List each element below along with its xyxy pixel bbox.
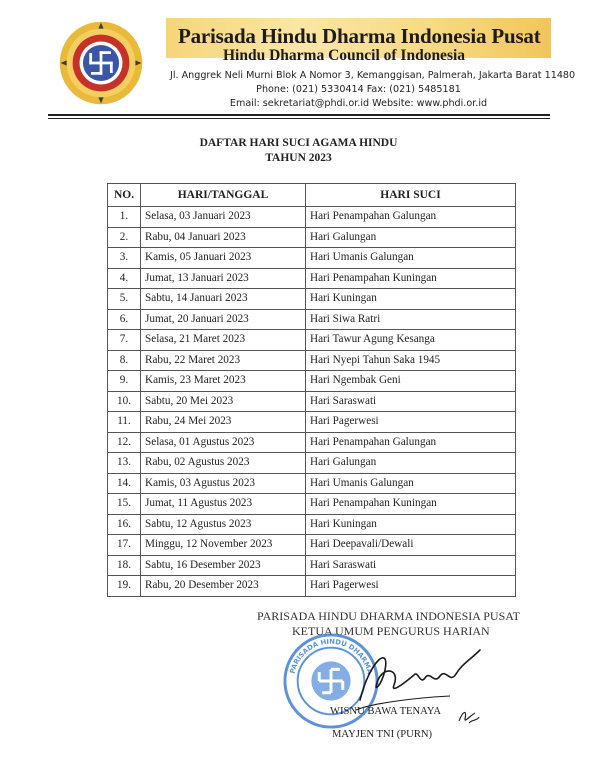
signatory-name: WISNU BAWA TENAYA [330, 706, 441, 717]
row-number: 16. [108, 514, 141, 535]
row-holy-day: Hari Penampahan Galungan [306, 432, 516, 453]
table-row [108, 371, 516, 392]
row-number: 18. [108, 555, 141, 576]
table-row [108, 309, 516, 330]
table-row [108, 473, 516, 494]
row-number: 4. [108, 268, 141, 289]
table-row [108, 248, 516, 269]
row-number: 15. [108, 494, 141, 515]
row-holy-day: Hari Ngembak Geni [306, 371, 516, 392]
row-holy-day: Hari Pagerwesi [306, 412, 516, 433]
row-number: 19. [108, 576, 141, 597]
row-number: 12. [108, 432, 141, 453]
row-holy-day: Hari Kuningan [306, 289, 516, 310]
table-row [108, 535, 516, 556]
letterhead-rule-thin [48, 118, 550, 119]
phdi-logo [58, 20, 144, 106]
row-number: 5. [108, 289, 141, 310]
row-number: 10. [108, 391, 141, 412]
table-row [108, 494, 516, 515]
org-contact: Email: sekretariat@phdi.or.id Website: www.phdi.or.id [229, 98, 488, 109]
table-row [108, 268, 516, 289]
initials-mark [455, 705, 481, 727]
org-phone: Phone: (021) 5330414 Fax: (021) 5485181 [256, 84, 461, 95]
row-holy-day: Hari Siwa Ratri [306, 309, 516, 330]
row-date: Sabtu, 16 Desember 2023 [141, 555, 306, 576]
table-row [108, 432, 516, 453]
row-date: Rabu, 22 Maret 2023 [141, 350, 306, 371]
row-number: 3. [108, 248, 141, 269]
svg-text:PARISADA HINDU DHARMA: PARISADA HINDU DHARMA [288, 637, 374, 675]
row-holy-day: Hari Nyepi Tahun Saka 1945 [306, 350, 516, 371]
row-date: Sabtu, 14 Januari 2023 [141, 289, 306, 310]
row-holy-day: Hari Umanis Galungan [306, 473, 516, 494]
document-title: DAFTAR HARI SUCI AGAMA HINDU [199, 137, 398, 149]
row-number: 2. [108, 227, 141, 248]
row-holy-day: Hari Umanis Galungan [306, 248, 516, 269]
row-number: 1. [108, 207, 141, 228]
row-date: Kamis, 23 Maret 2023 [141, 371, 306, 392]
table-body [108, 207, 516, 597]
row-date: Minggu, 12 November 2023 [141, 535, 306, 556]
row-date: Rabu, 04 Januari 2023 [141, 227, 306, 248]
row-number: 8. [108, 350, 141, 371]
table-row [108, 412, 516, 433]
row-date: Rabu, 20 Desember 2023 [141, 576, 306, 597]
row-number: 9. [108, 371, 141, 392]
org-name-english: Hindu Dharma Council of Indonesia [223, 47, 466, 64]
org-address: Jl. Anggrek Neli Murni Blok A Nomor 3, Kemanggisan, Palmerah, Jakarta Barat 11480 [170, 70, 576, 81]
row-holy-day: Hari Deepavali/Dewali [306, 535, 516, 556]
row-date: Rabu, 24 Mei 2023 [141, 412, 306, 433]
org-name: Parisada Hindu Dharma Indonesia Pusat [178, 24, 541, 48]
header-no: NO. [108, 184, 141, 207]
signature-position: KETUA UMUM PENGURUS HARIAN [292, 624, 490, 638]
row-date: Sabtu, 20 Mei 2023 [141, 391, 306, 412]
row-holy-day: Hari Penampahan Kuningan [306, 268, 516, 289]
row-number: 14. [108, 473, 141, 494]
row-date: Sabtu, 12 Agustus 2023 [141, 514, 306, 535]
table-row [108, 514, 516, 535]
table-row [108, 207, 516, 228]
row-date: Jumat, 11 Agustus 2023 [141, 494, 306, 515]
row-holy-day: Hari Galungan [306, 453, 516, 474]
row-date: Rabu, 02 Agustus 2023 [141, 453, 306, 474]
table-row [108, 576, 516, 597]
row-holy-day: Hari Galungan [306, 227, 516, 248]
table-row [108, 453, 516, 474]
row-holy-day: Hari Penampahan Galungan [306, 207, 516, 228]
row-number: 7. [108, 330, 141, 351]
table-row [108, 555, 516, 576]
header-holy-day: HARI SUCI [306, 184, 516, 207]
row-holy-day: Hari Pagerwesi [306, 576, 516, 597]
row-holy-day: Hari Saraswati [306, 391, 516, 412]
row-number: 6. [108, 309, 141, 330]
row-date: Selasa, 03 Januari 2023 [141, 207, 306, 228]
signature-org: PARISADA HINDU DHARMA INDONESIA PUSAT [257, 609, 520, 623]
document-subtitle: TAHUN 2023 [265, 152, 332, 164]
holy-days-table [107, 183, 516, 597]
row-number: 13. [108, 453, 141, 474]
signatory-rank: MAYJEN TNI (PURN) [332, 729, 433, 740]
row-date: Selasa, 21 Maret 2023 [141, 330, 306, 351]
row-date: Selasa, 01 Agustus 2023 [141, 432, 306, 453]
table-row [108, 350, 516, 371]
table-row [108, 289, 516, 310]
row-date: Kamis, 03 Agustus 2023 [141, 473, 306, 494]
row-date: Jumat, 13 Januari 2023 [141, 268, 306, 289]
letterhead-rule [48, 114, 550, 116]
row-holy-day: Hari Tawur Agung Kesanga [306, 330, 516, 351]
row-date: Kamis, 05 Januari 2023 [141, 248, 306, 269]
row-date: Jumat, 20 Januari 2023 [141, 309, 306, 330]
table-header-row [108, 184, 516, 207]
row-number: 11. [108, 412, 141, 433]
table-row [108, 227, 516, 248]
table-row [108, 391, 516, 412]
row-holy-day: Hari Saraswati [306, 555, 516, 576]
row-number: 17. [108, 535, 141, 556]
header-date: HARI/TANGGAL [141, 184, 306, 207]
row-holy-day: Hari Kuningan [306, 514, 516, 535]
row-holy-day: Hari Penampahan Kuningan [306, 494, 516, 515]
table-row [108, 330, 516, 351]
